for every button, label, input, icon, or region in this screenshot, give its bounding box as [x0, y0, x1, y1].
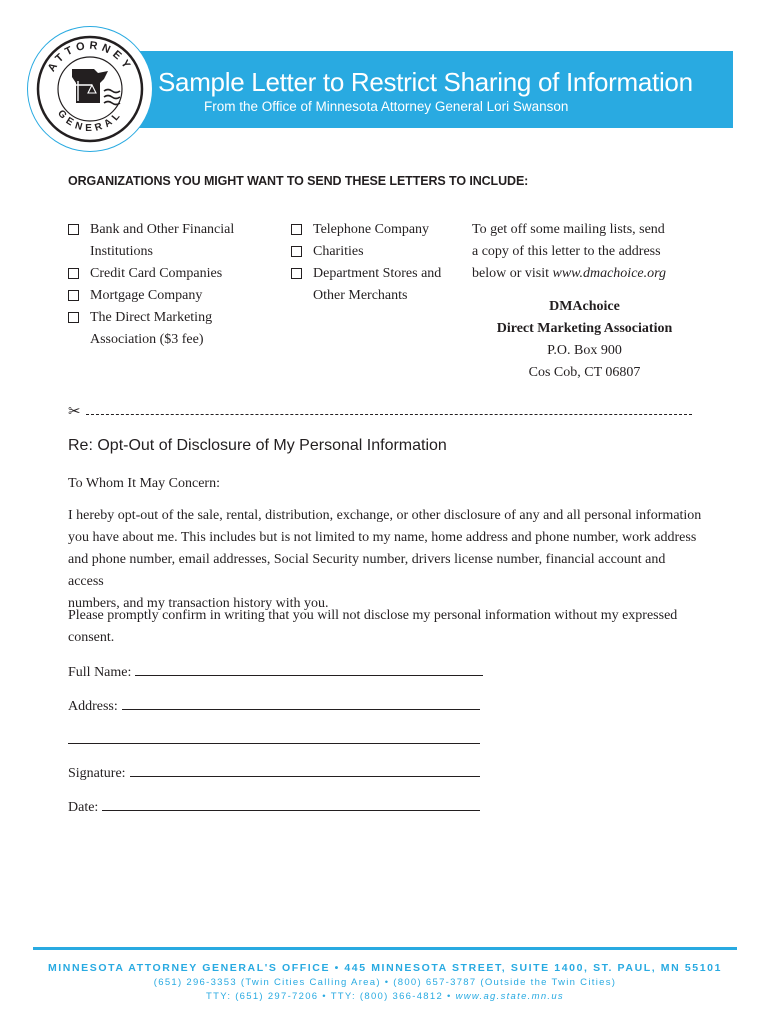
org-item-charities: Charities: [291, 241, 461, 263]
org-item-mortgage: Mortgage Company: [68, 285, 273, 307]
checkbox-icon: [291, 246, 302, 257]
organizations-heading: ORGANIZATIONS YOU MIGHT WANT TO SEND THESE LETTERS TO INCLUDE:: [68, 174, 529, 188]
organizations-list-left: [68, 219, 273, 351]
attorney-general-seal: [28, 27, 152, 151]
org-item-credit-card: Credit Card Companies: [68, 263, 273, 285]
scissors-icon: ✂: [68, 402, 81, 420]
full-name-field[interactable]: [68, 661, 483, 681]
address-blank[interactable]: [122, 695, 480, 710]
footer-tty: TTY: (651) 297-7206 • TTY: (800) 366-4812 • www.ag.state.mn.us: [206, 991, 564, 1002]
page-subtitle: From the Office of Minnesota Attorney General Lori Swanson: [204, 99, 569, 114]
checkbox-icon: [68, 268, 79, 279]
dma-po-box: P.O. Box 900: [547, 343, 622, 358]
address-line-2-blank[interactable]: [68, 729, 480, 744]
dma-org: Direct Marketing Association: [496, 321, 673, 336]
address-label: Address:: [68, 699, 118, 714]
dma-info: [472, 219, 697, 384]
checkbox-icon: [68, 290, 79, 301]
signature-blank[interactable]: [130, 762, 480, 777]
svg-text:ATTORNEY: ATTORNEY: [45, 39, 135, 74]
date-field[interactable]: [68, 796, 480, 816]
signature-label: Signature:: [68, 766, 126, 781]
date-label: Date:: [68, 800, 99, 815]
dma-url: www.dmachoice.org: [552, 266, 667, 281]
footer-address: MINNESOTA ATTORNEY GENERAL'S OFFICE • 445 MINNESOTA STREET, SUITE 1400, ST. PAUL, MN 55101: [47, 962, 723, 974]
seal-icon: [28, 27, 152, 151]
address-line-2-field[interactable]: [68, 729, 480, 749]
cut-line: [68, 404, 692, 424]
organizations-list-middle: [291, 219, 461, 307]
address-field[interactable]: [68, 695, 480, 715]
footer-phones: (651) 296-3353 (Twin Cities Calling Area) • (800) 657-3787 (Outside the Twin Cities): [153, 977, 617, 988]
date-blank[interactable]: [102, 796, 480, 811]
letter-greeting: To Whom It May Concern:: [68, 476, 220, 491]
footer-rule: [33, 947, 737, 950]
checkbox-icon: [68, 312, 79, 323]
full-name-label: Full Name:: [68, 665, 132, 680]
letter-subject: Re: Opt-Out of Disclosure of My Personal Information: [68, 437, 447, 454]
dashed-divider: [86, 414, 692, 415]
org-item-telephone: Telephone Company: [291, 219, 461, 241]
dma-intro: To get off some mailing lists, send a copy of this letter to the address below or visit www.dmachoice.org: [472, 222, 667, 281]
checkbox-icon: [291, 224, 302, 235]
letter-paragraph-1: I hereby opt-out of the sale, rental, distribution, exchange, or other disclosure of any and all personal information you have about me. This includes but is not limited to my name, home address and phone number, work address and phone number, email addresses, Social Security number, drivers license number, financial account and access numbers, and my transaction history with you.: [68, 508, 702, 611]
dma-city: Cos Cob, CT 06807: [528, 365, 641, 380]
svg-text:GENERAL: GENERAL: [55, 108, 125, 135]
checkbox-icon: [291, 268, 302, 279]
dma-address: [472, 296, 697, 384]
org-item-bank: Bank and Other Financial Institutions: [68, 219, 273, 263]
full-name-blank[interactable]: [135, 661, 483, 676]
header-banner: [90, 51, 733, 128]
signature-field[interactable]: [68, 762, 480, 782]
page-title: Sample Letter to Restrict Sharing of Information: [158, 67, 693, 97]
org-item-direct-marketing: The Direct Marketing Association ($3 fee): [68, 307, 273, 351]
dma-name: DMAchoice: [549, 299, 620, 314]
checkbox-icon: [68, 224, 79, 235]
letter-paragraph-2: Please promptly confirm in writing that you will not disclose my personal information without my expressed consent.: [68, 608, 678, 645]
footer-website[interactable]: www.ag.state.mn.us: [455, 991, 564, 1002]
org-item-department-stores: Department Stores and Other Merchants: [291, 263, 461, 307]
